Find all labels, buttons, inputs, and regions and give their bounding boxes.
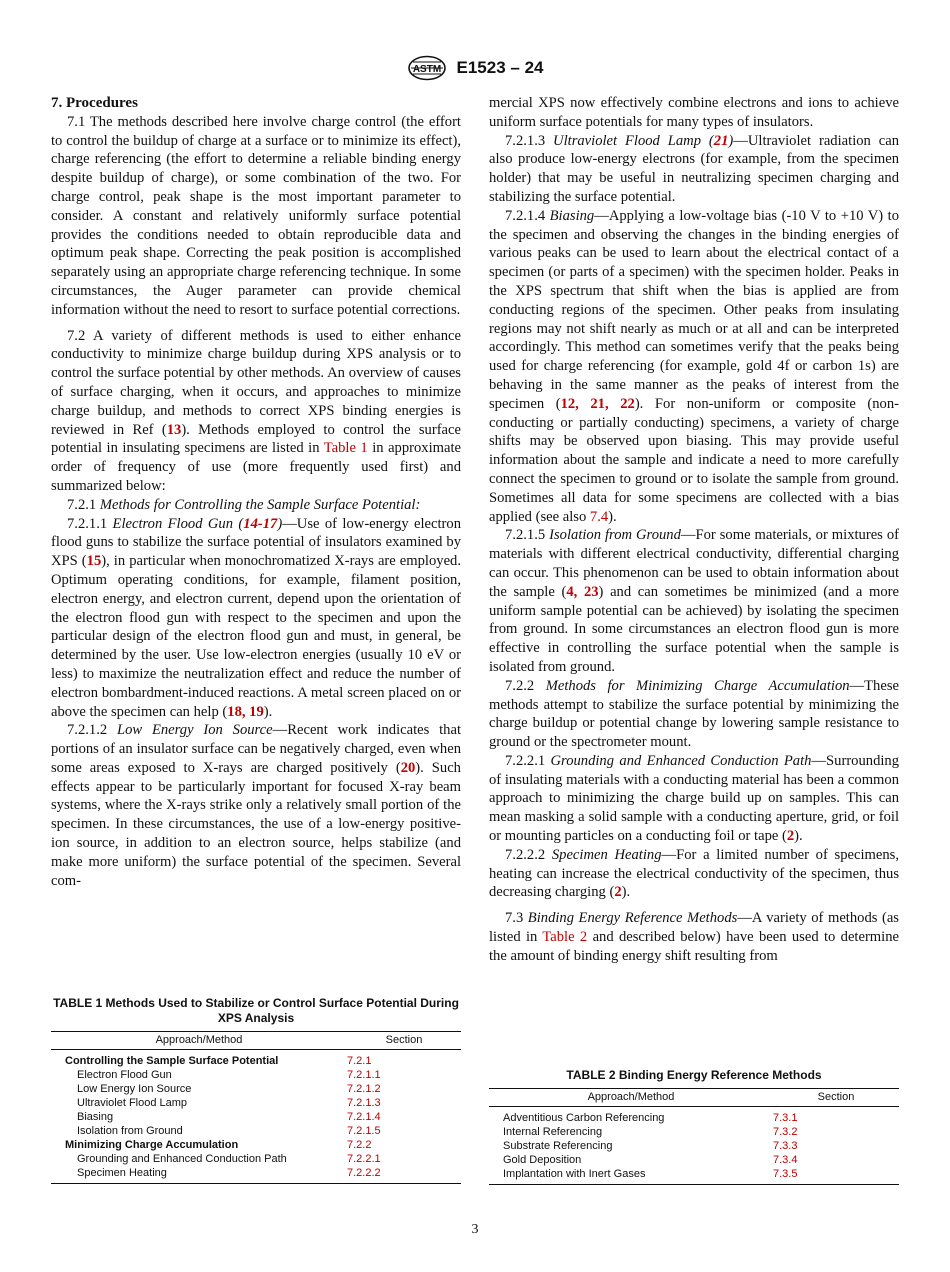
reference-link[interactable]: 15 [86, 553, 102, 570]
paragraph-7-2-1: 7.2.1 Methods for Controlling the Sample Surface Potential: [67, 496, 421, 513]
table-header: Approach/Method [51, 1032, 347, 1050]
table-1 [51, 996, 461, 1184]
table-row: Internal Referencing 7.3.2 [489, 1125, 899, 1139]
section-link[interactable]: 7.3.5 [773, 1168, 798, 1180]
section-link[interactable]: 7.2.1.1 [347, 1069, 381, 1081]
right-column [489, 94, 899, 966]
paragraph-7-2-1-3: 7.2.1.3 Ultraviolet Flood Lamp (21)—Ultraviolet radiation can also produce low-energy electrons (for example, from the specimen holder) that may be useful in neutralizing specimen charging and stabilizing the surface potential. [489, 132, 899, 205]
section-link[interactable]: 7.3.2 [773, 1126, 798, 1138]
reference-link[interactable]: 12, 21, 22 [560, 395, 635, 412]
table-2-caption: TABLE 2 Binding Energy Reference Methods [566, 1068, 822, 1082]
section-heading: 7. Procedures [51, 95, 138, 111]
section-link[interactable]: 7.2.2.2 [347, 1167, 381, 1179]
table-row: Gold Deposition 7.3.4 [489, 1153, 899, 1167]
table-row: Low Energy Ion Source 7.2.1.2 [51, 1082, 461, 1096]
astm-logo-icon [407, 55, 447, 81]
section-link[interactable]: 7.3.4 [773, 1154, 798, 1166]
section-link[interactable]: 7.2.2.1 [347, 1153, 381, 1165]
table-header: Approach/Method [489, 1089, 773, 1107]
reference-link[interactable]: 2 [786, 828, 795, 845]
table-row: Implantation with Inert Gases 7.3.5 [489, 1167, 899, 1185]
reference-link[interactable]: 21 [713, 132, 729, 149]
table-1-grid [51, 1031, 461, 1184]
paragraph-7-1: 7.1 The methods described here involve charge control (the effort to control the buildup of charge at a surface or to minimize its effect), charge referencing (the effort to determine a reliable binding energy despite buildup of charge), or some combination of the two. For charge control, peak shape is the most important parameter to consider. A constant and relatively uniformly surface potential provides the conditions needed to obtain reproducible data and optimum peak shape. Correcting the peak position is accomplished separately using an appropriate charge referencing technique. In some circumstances, the Auger parameter can provide chemical information without the need to resort to surface potential corrections. [51, 113, 461, 318]
reference-link[interactable]: 2 [614, 884, 622, 901]
svg-text:ASTM: ASTM [412, 64, 441, 75]
reference-link[interactable]: 14-17 [243, 515, 278, 532]
table-row: Ultraviolet Flood Lamp 7.2.1.3 [51, 1096, 461, 1110]
page-header [0, 55, 950, 81]
page-number: 3 [471, 1222, 479, 1237]
table-header: Section [773, 1089, 899, 1107]
reference-link[interactable]: 13 [166, 421, 182, 438]
section-link[interactable]: 7.3.3 [773, 1140, 798, 1152]
paragraph-7-2-2-2: 7.2.2.2 Specimen Heating—For a limited number of specimens, heating can increase the electrical conductivity of the specimen, thus decreasing charging (2). [489, 846, 899, 901]
table-row: Adventitious Carbon Referencing 7.3.1 [489, 1107, 899, 1126]
paragraph-7-2-1-5: 7.2.1.5 Isolation from Ground—For some materials, or mixtures of materials with different electrical conductivity, differential charging can occur. This phenomenon can be used to obtain information about the sample (4, 23) and can sometimes be minimized (and a more uniform sample potential can be achieved) by isolating the specimen from ground. In some circumstances an electron flood gun is more effective in controlling the surface potential when the sample is isolated from ground. [489, 527, 900, 675]
section-link[interactable]: 7.3.1 [773, 1112, 798, 1124]
table-row: Biasing 7.2.1.4 [51, 1110, 461, 1124]
paragraph-continuation: mercial XPS now effectively combine electrons and ions to achieve uniform surface potentials for many types of insulators. [489, 95, 899, 130]
table-row: Minimizing Charge Accumulation 7.2.2 [51, 1138, 461, 1152]
document-designation: E1523 – 24 [456, 58, 544, 77]
section-link[interactable]: 7.2.1.3 [347, 1097, 381, 1109]
section-link[interactable]: 7.4 [589, 508, 609, 525]
section-link[interactable]: 7.2.1 [347, 1055, 372, 1067]
paragraph-7-2-1-4: 7.2.1.4 Biasing—Applying a low-voltage bias (-10 V to +10 V) to the specimen and observing the changes in the binding energies of various peaks can be used to learn about the electrical contact of a specimen (or parts of a specimen) with the specimen holder. Peaks in the XPS spectrum that shift when the bias is applied are from conducting regions of the specimen. Other peaks from insulating regions may not shift nearly as much or at all and can be interpreted accordingly. This method can sometimes verify that the peaks being used for charge referencing (for example, gold 4f or carbon 1s) are behaving in the same manner as the peaks of interest from the specimen (12, 21, 22). For non-uniform or composite (non-conducting or partially conducting) specimens, a variety of charge shifts may be observed upon biasing. This may provide useful information about the sample and indicate a need to more carefully connect the specimen to ground or to isolate the sample from ground. Sometimes all data for some specimens are collected with a bias applied (see also 7.4). [489, 207, 900, 525]
table-row: Controlling the Sample Surface Potential 7.2.1 [51, 1050, 461, 1069]
table-1-link[interactable]: Table 1 [323, 440, 368, 457]
reference-link[interactable]: 4, 23 [566, 583, 599, 600]
section-link[interactable]: 7.2.1.5 [347, 1125, 381, 1137]
left-column [51, 94, 461, 890]
paragraph-7-3: 7.3 Binding Energy Reference Methods—A variety of methods (as listed in Table 2 and described below) have been used to determine the amount of binding energy shift resulting from [489, 910, 899, 964]
table-1-caption: TABLE 1 Methods Used to Stabilize or Control Surface Potential During XPS Analysis [53, 996, 459, 1025]
table-row: Substrate Referencing 7.3.3 [489, 1139, 899, 1153]
section-link[interactable]: 7.2.1.4 [347, 1111, 381, 1123]
reference-link[interactable]: 18, 19 [227, 703, 264, 720]
reference-link[interactable]: 20 [400, 759, 416, 776]
paragraph-7-2: 7.2 A variety of different methods is used to either enhance conductivity to minimize charge buildup during XPS analysis or to control the surface potential by other methods. An overview of causes of surface charging, when it occurs, and approaches to minimize charge buildup, and methods to correct XPS binding energies is reviewed in Ref (13). Methods employed to control the surface potential in insulating specimens are listed in Table 1 in approximate order of frequency of use (more frequently used first) and summarized below: [51, 327, 462, 494]
table-row: Isolation from Ground 7.2.1.5 [51, 1124, 461, 1138]
table-row: Grounding and Enhanced Conduction Path 7.2.2.1 [51, 1152, 461, 1166]
section-link[interactable]: 7.2.1.2 [347, 1083, 381, 1095]
paragraph-7-2-2-1: 7.2.2.1 Grounding and Enhanced Conduction Path—Surrounding of insulating materials with a conducting material has been a common approach to minimizing the charge build up on samples. This can mean masking a solid sample with a conducting aperture, grid, or foil or mounting particles on a conducting foil or tape (2). [489, 752, 900, 845]
table-header: Section [347, 1032, 461, 1050]
paragraph-7-2-2: 7.2.2 Methods for Minimizing Charge Accumulation—These methods attempt to stabilize the surface potential by minimizing the charge buildup or potential change by lowering sample resistance to ground or the spectrometer mount. [489, 677, 899, 751]
table-row: Specimen Heating 7.2.2.2 [51, 1166, 461, 1184]
paragraph-7-2-1-2: 7.2.1.2 Low Energy Ion Source—Recent work indicates that portions of an insulator surface can be negatively charged, even when some areas exposed to X-rays are charged positively (20). Such effects appear to be particularly important for focused X-ray beam systems, where the X-rays strike only a relatively small portion of the specimen. In these circumstances, the use of a low-energy positive-ion source, in addition to an electron source, helps stabilize (and make more uniform) the surface potential of the specimen. Several com- [51, 722, 462, 889]
table-2 [489, 1068, 899, 1185]
table-row: Electron Flood Gun 7.2.1.1 [51, 1068, 461, 1082]
table-2-grid [489, 1088, 899, 1185]
paragraph-7-2-1-1: 7.2.1.1 Electron Flood Gun (14-17)—Use of low-energy electron flood guns to stabilize the surface potential of insulators examined by XPS (15), in particular when monochromatized X-rays are employed. Optimum operating conditions, for example, filament position, electron energy, and electron current, depend upon the orientation of the electron flood gun with respect to the specimen and upon the particular design of the electron flood gun and must, in general, be determined by the user. Use low-electron energies (usually 10 eV or less) to maximize the neutralization effect and reduce the number of electron bombardment-induced reactions. A metal screen placed on or above the specimen can help (18, 19). [51, 515, 461, 720]
table-2-link[interactable]: Table 2 [542, 929, 588, 946]
section-link[interactable]: 7.2.2 [347, 1139, 372, 1151]
